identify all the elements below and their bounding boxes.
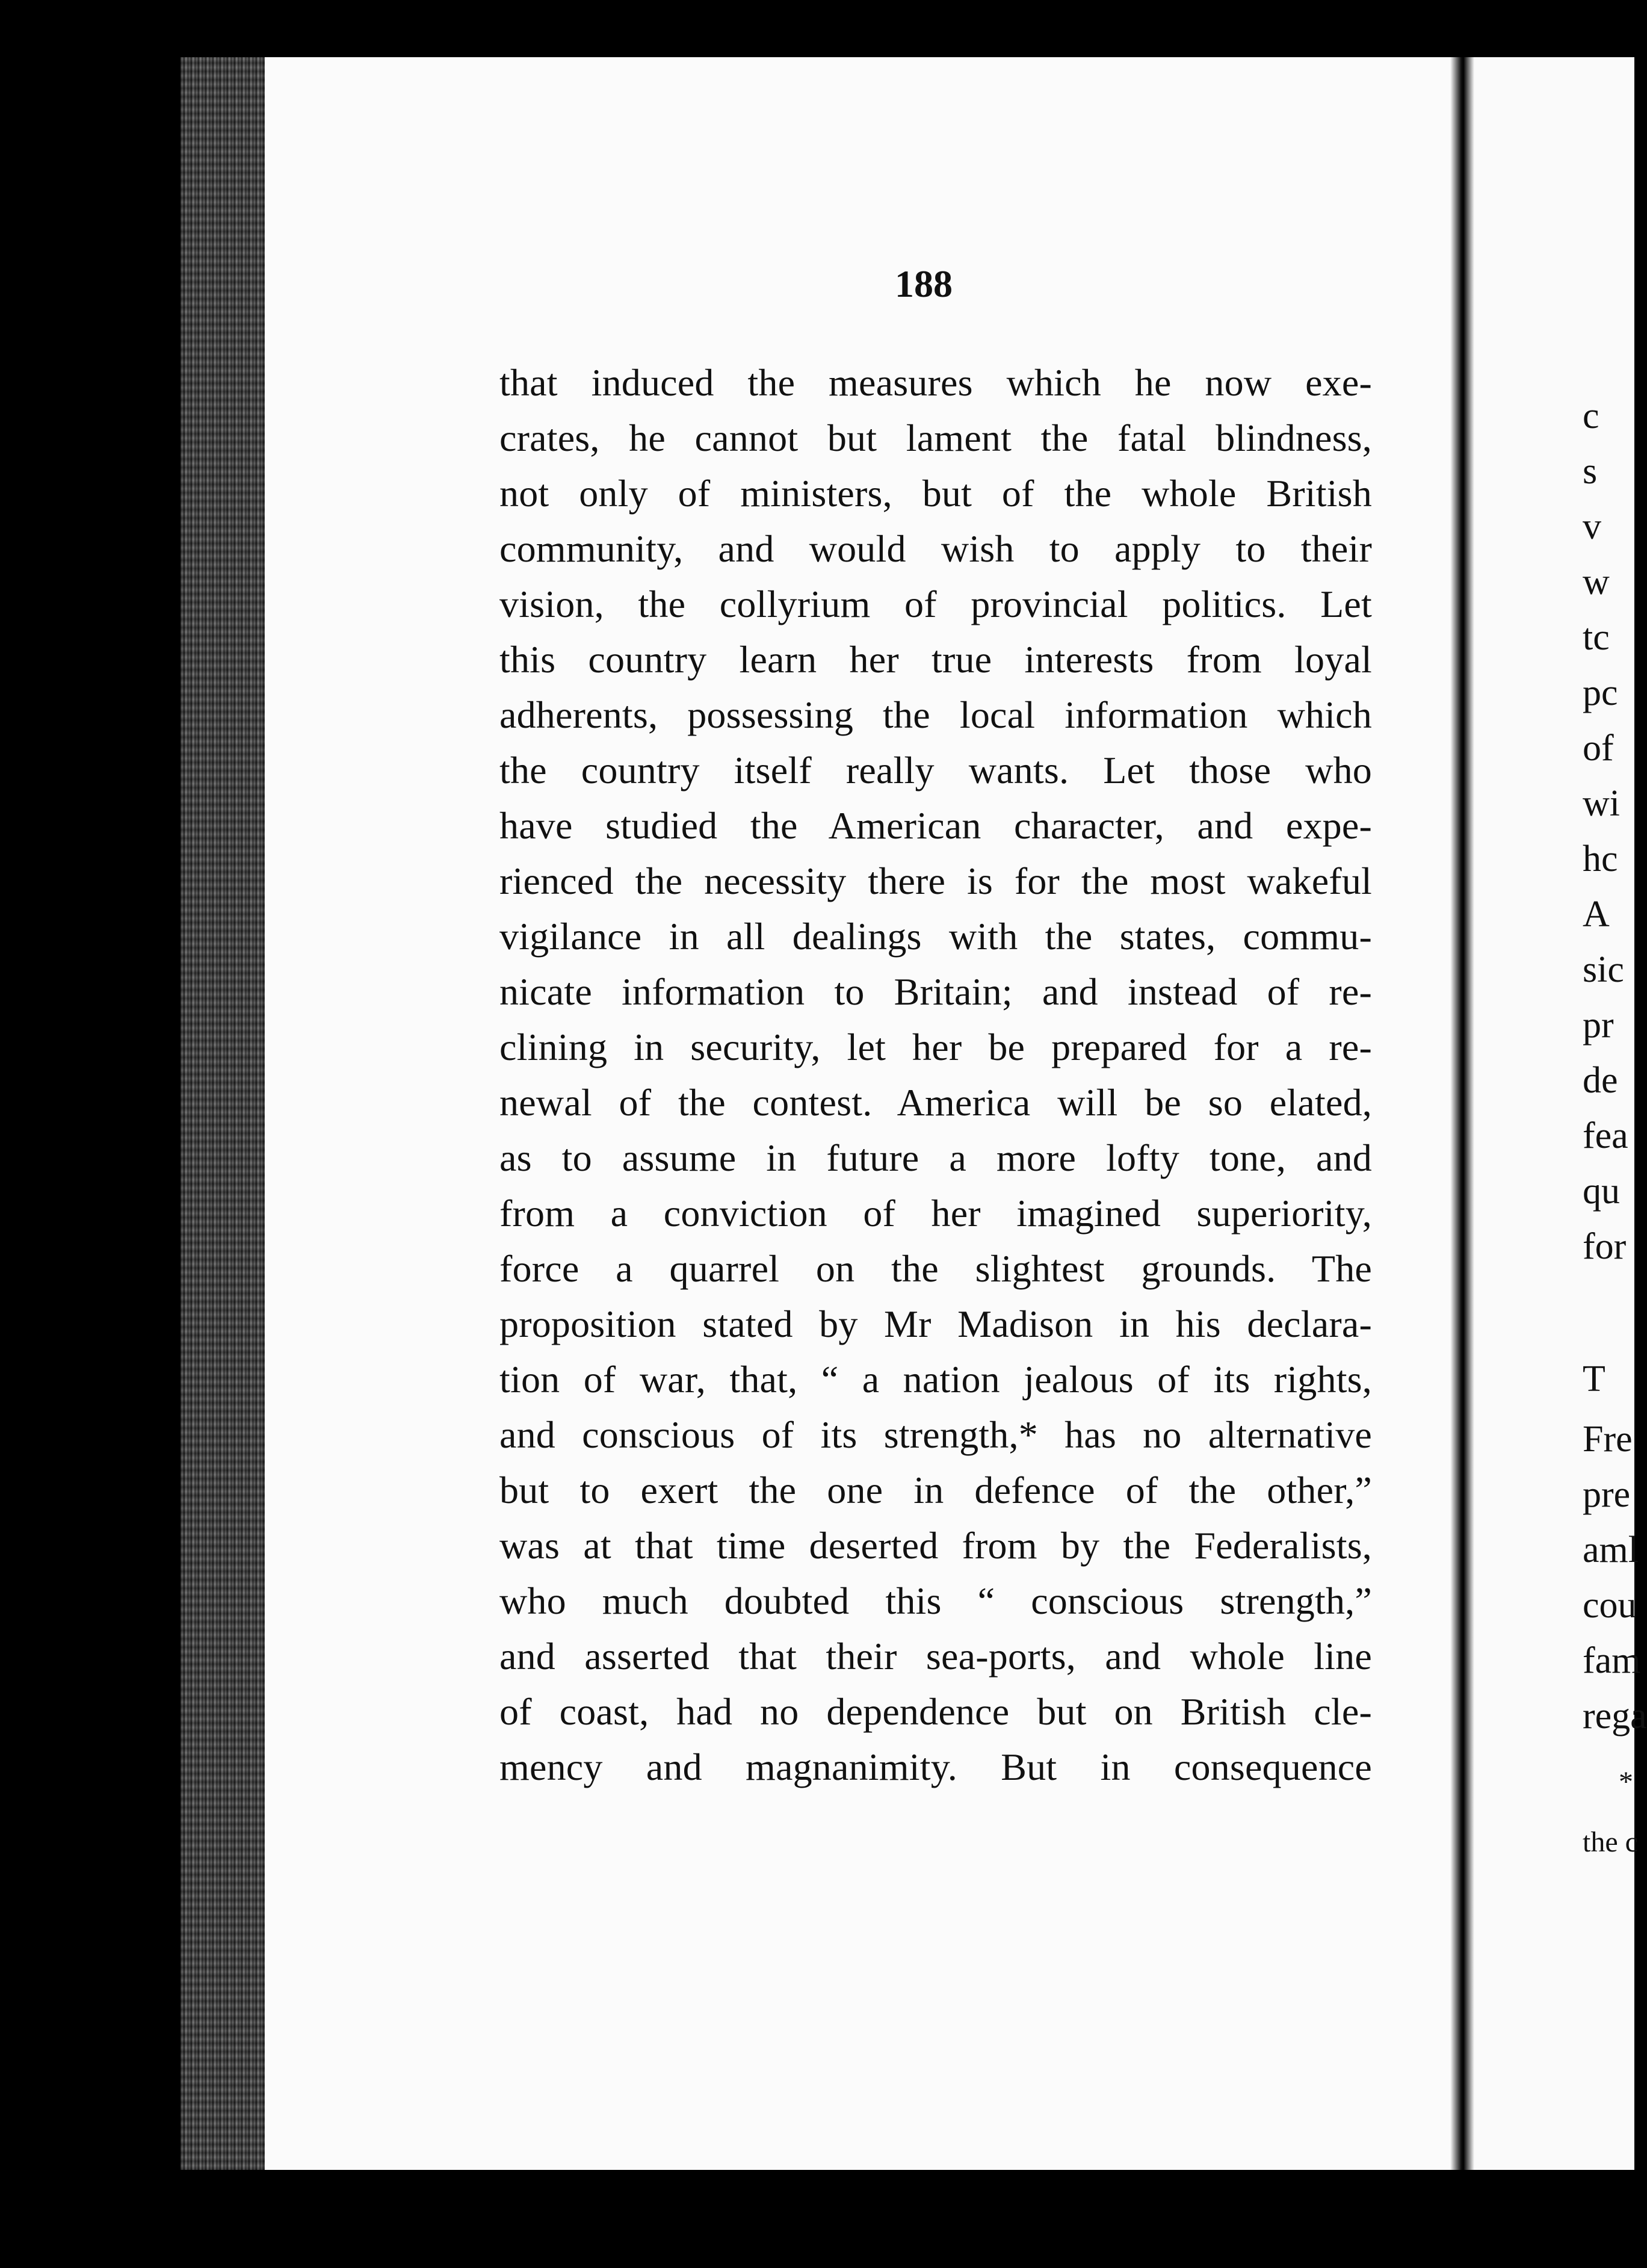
text-line: vision, the collyrium of provincial politics. Let	[499, 583, 1372, 625]
text-line: that induced the measures which he now exe-	[499, 361, 1372, 404]
text-line: nicate information to Britain; and instead of re-	[499, 970, 1372, 1013]
text-line: newal of the contest. America will be so elated,	[499, 1081, 1372, 1124]
facing-page-line: hc	[1583, 838, 1618, 879]
text-line: the country itself really wants. Let those who	[499, 749, 1372, 792]
facing-page-line: qu	[1583, 1171, 1620, 1212]
facing-page-footnote: the c	[1583, 1826, 1638, 1858]
facing-page-line: of	[1583, 728, 1614, 769]
text-line: rienced the necessity there is for the most wakeful	[499, 860, 1372, 902]
page-number: 188	[895, 262, 953, 305]
text-line: as to assume in future a more lofty tone, and	[499, 1136, 1372, 1179]
text-line: force a quarrel on the slightest grounds. The	[499, 1247, 1372, 1290]
text-line: crates, he cannot but lament the fatal blindness,	[499, 417, 1372, 459]
text-line: was at that time deserted from by the Federalists,	[499, 1524, 1372, 1567]
facing-page-line: de	[1583, 1060, 1618, 1101]
facing-page-line: pre	[1583, 1474, 1631, 1515]
text-line: mency and magnanimity. But in consequence	[499, 1746, 1372, 1788]
facing-page-line: fam	[1583, 1640, 1641, 1681]
facing-page-line: cou	[1583, 1585, 1637, 1626]
facing-page-line: rega	[1583, 1696, 1647, 1737]
text-line: not only of ministers, but of the whole British	[499, 472, 1372, 515]
text-line: have studied the American character, and expe-	[499, 804, 1372, 847]
book-edge-left	[181, 57, 265, 2170]
facing-page-fragment	[1474, 57, 1647, 2170]
text-line: tion of war, that, “ a nation jealous of its rights,	[499, 1358, 1372, 1401]
facing-page-line: tc	[1583, 617, 1610, 658]
facing-page-line: aml	[1583, 1529, 1639, 1570]
text-line: and asserted that their sea-ports, and whole line	[499, 1635, 1372, 1678]
facing-page-line: v	[1583, 506, 1601, 547]
facing-page-line: wi	[1583, 783, 1620, 824]
text-line: clining in security, let her be prepared for a re-	[499, 1026, 1372, 1068]
page-gutter	[1450, 57, 1474, 2170]
facing-page-line: s	[1583, 451, 1598, 492]
text-line: and conscious of its strength,* has no alternative	[499, 1413, 1372, 1456]
facing-page-line: A	[1583, 894, 1610, 935]
text-line: of coast, had no dependence but on British cle-	[499, 1690, 1372, 1733]
text-line: this country learn her true interests from loyal	[499, 638, 1372, 681]
text-line: proposition stated by Mr Madison in his declara-	[499, 1303, 1372, 1345]
facing-page-footnote-mark: *	[1619, 1766, 1633, 1798]
facing-page-line: pr	[1583, 1005, 1614, 1046]
text-line: but to exert the one in defence of the other,”	[499, 1469, 1372, 1511]
facing-page-line: Fre	[1583, 1419, 1633, 1460]
text-line: vigilance in all dealings with the states, commu-	[499, 915, 1372, 958]
text-line: community, and would wish to apply to their	[499, 527, 1372, 570]
facing-page-line: sic	[1583, 949, 1624, 990]
facing-page-line: for	[1583, 1226, 1627, 1267]
facing-page-line: pc	[1583, 672, 1618, 713]
facing-page-line: T	[1583, 1359, 1605, 1399]
facing-page-line: c	[1583, 395, 1599, 436]
facing-page-line: w	[1583, 562, 1610, 603]
facing-page-line: fea	[1583, 1115, 1628, 1156]
text-line: from a conviction of her imagined superiority,	[499, 1192, 1372, 1235]
body-text	[499, 355, 1372, 1795]
text-line: adherents, possessing the local information which	[499, 693, 1372, 736]
text-line: who much doubted this “ conscious strength,”	[499, 1579, 1372, 1622]
